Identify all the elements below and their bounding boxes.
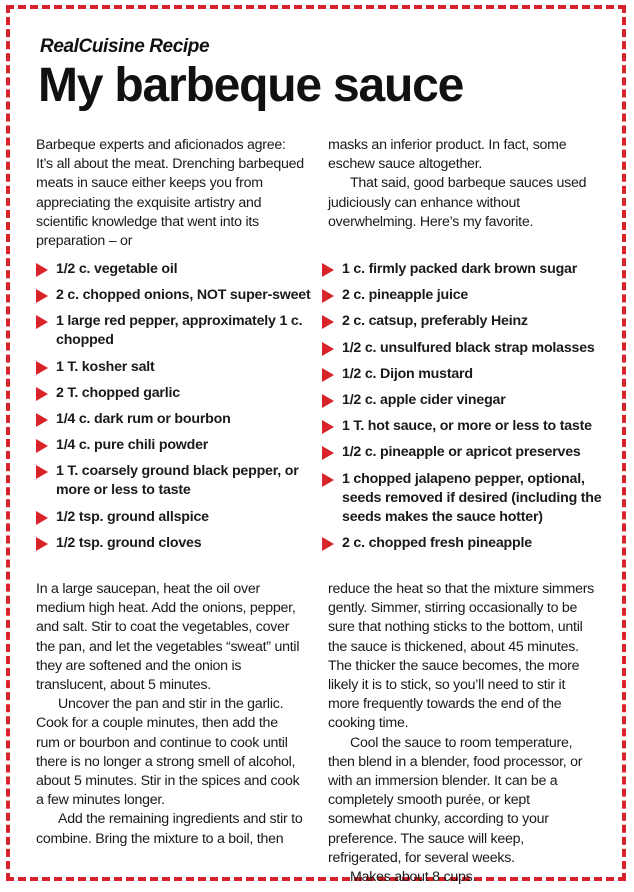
- bullet-arrow-icon: [322, 315, 334, 329]
- ingredient-item: [322, 260, 614, 279]
- ingredient-item: [36, 534, 320, 553]
- intro-left-column: [36, 136, 304, 251]
- bullet-arrow-icon: [36, 465, 48, 479]
- ingredient-text: 1/4 c. dark rum or bourbon: [56, 410, 231, 427]
- ingredient-item: [322, 286, 614, 305]
- ingredient-item: [36, 410, 320, 429]
- bullet-arrow-icon: [36, 387, 48, 401]
- ingredient-text: 1/2 c. vegetable oil: [56, 261, 178, 277]
- ingredient-item: [322, 312, 614, 331]
- bullet-arrow-icon: [322, 263, 334, 277]
- ingredient-item: [322, 470, 614, 527]
- bullet-arrow-icon: [36, 439, 48, 453]
- recipe-kicker: RealCuisine Recipe: [40, 36, 210, 57]
- ingredient-item: [36, 260, 320, 279]
- ingredient-text: 1/2 c. pineapple or apricot preserves: [342, 444, 581, 461]
- ingredient-text: 2 c. catsup, preferably Heinz: [342, 313, 528, 330]
- ingredient-text: 1/2 c. unsulfured black strap molasses: [342, 339, 595, 356]
- ingredient-text: 1 c. firmly packed dark brown sugar: [342, 261, 578, 277]
- ingredient-text: 1/2 c. Dijon mustard: [342, 365, 473, 382]
- bullet-arrow-icon: [322, 342, 334, 356]
- method-right-column: [328, 580, 596, 887]
- ingredient-text: 1/2 c. apple cider vinegar: [342, 391, 506, 408]
- bullet-arrow-icon: [322, 473, 334, 487]
- ingredient-item: [36, 286, 320, 305]
- ingredient-item: [322, 339, 614, 358]
- ingredient-text: 2 T. chopped garlic: [56, 384, 180, 401]
- ingredients-left-list: [36, 260, 320, 560]
- bullet-arrow-icon: [36, 413, 48, 427]
- bullet-arrow-icon: [36, 263, 48, 277]
- bullet-arrow-icon: [36, 289, 48, 303]
- bullet-arrow-icon: [36, 315, 48, 329]
- bullet-arrow-icon: [322, 446, 334, 460]
- intro-paragraph: Barbeque experts and aficionados agree: It’s all about the meat. Drenching barbequed meats in sauce either keeps you from appreciating the exquisite artistry and scientific knowledge that went into its preparation – or: [36, 137, 304, 250]
- ingredient-item: [322, 534, 614, 553]
- bullet-arrow-icon: [36, 511, 48, 525]
- ingredient-text: 2 c. chopped fresh pineapple: [342, 534, 532, 551]
- ingredient-item: [36, 436, 320, 455]
- ingredient-text: 1 T. kosher salt: [56, 358, 155, 375]
- bullet-arrow-icon: [322, 420, 334, 434]
- bullet-arrow-icon: [322, 537, 334, 551]
- ingredient-text: 1/2 tsp. ground cloves: [56, 534, 202, 551]
- recipe-title: My barbeque sauce: [38, 59, 464, 112]
- ingredients-right-list: [322, 260, 614, 560]
- intro-paragraph: masks an inferior product. In fact, some eschew sauce altogether.: [328, 137, 567, 173]
- bullet-arrow-icon: [322, 289, 334, 303]
- ingredient-text: 1 T. hot sauce, or more or less to taste: [342, 418, 592, 435]
- bullet-arrow-icon: [36, 537, 48, 551]
- method-left-column: [36, 580, 304, 849]
- ingredient-text: 1 T. coarsely ground black pepper, or more or less to taste: [56, 463, 299, 499]
- ingredient-item: [36, 462, 320, 500]
- method-paragraph: Add the remaining ingredients and stir to combine. Bring the mixture to a boil, then: [36, 811, 303, 847]
- ingredient-item: [322, 391, 614, 410]
- bullet-arrow-icon: [322, 368, 334, 382]
- ingredient-text: 2 c. chopped onions, NOT super-sweet: [56, 287, 311, 304]
- ingredient-item: [322, 417, 614, 436]
- ingredient-text: 1/2 tsp. ground allspice: [56, 508, 209, 525]
- ingredient-item: [36, 358, 320, 377]
- ingredient-item: [36, 384, 320, 403]
- method-paragraph: Uncover the pan and stir in the garlic. Cook for a couple minutes, then add the rum or bourbon and continue to cook until there is no longer a strong smell of alcohol, about 5 minutes. Stir in the spices and cook a few minutes longer.: [36, 696, 300, 809]
- bullet-arrow-icon: [36, 361, 48, 375]
- ingredient-item: [36, 312, 320, 350]
- ingredient-item: [322, 443, 614, 462]
- intro-paragraph: That said, good barbeque sauces used judiciously can enhance without overwhelming. Here’s my favorite.: [328, 175, 587, 230]
- method-paragraph: Cool the sauce to room temperature, then blend in a blender, food processor, or with an immersion blender. It can be a completely smooth purée, or kept somewhat chunky, according to your preference. The sauce will keep, refrigerated, for several weeks.: [328, 734, 583, 866]
- intro-right-column: [328, 136, 596, 232]
- ingredient-item: [36, 508, 320, 527]
- ingredient-text: 1 chopped jalapeno pepper, optional, seeds removed if desired (including the seeds makes the sauce hotter): [342, 470, 602, 525]
- ingredient-item: [322, 365, 614, 384]
- ingredient-text: 1 large red pepper, approximately 1 c. chopped: [56, 313, 303, 349]
- ingredient-text: 1/4 c. pure chili powder: [56, 437, 209, 454]
- bullet-arrow-icon: [322, 394, 334, 408]
- method-paragraph: Makes about 8 cups.: [350, 869, 477, 886]
- method-paragraph: reduce the heat so that the mixture simmers gently. Simmer, stirring occasionally to be sure that nothing sticks to the bottom, until the sauce is thickened, about 45 minutes. The thicker the sauce becomes, the more likely it is to stick, so you’ll need to stir it more frequently towards the end of the cooking time.: [328, 581, 595, 732]
- ingredient-text: 2 c. pineapple juice: [342, 287, 469, 304]
- method-paragraph: In a large saucepan, heat the oil over medium high heat. Add the onions, pepper, and salt. Stir to coat the vegetables, cover the pan, and let the vegetables “sweat” until they are softened and the onion is translucent, about 5 minutes.: [36, 581, 300, 694]
